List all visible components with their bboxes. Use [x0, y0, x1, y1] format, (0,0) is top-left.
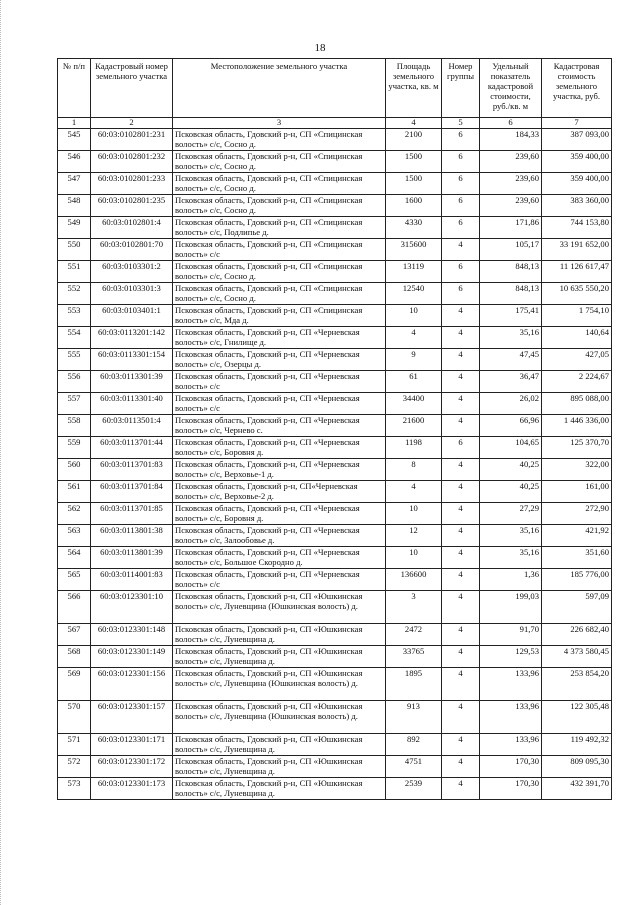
cadastral-number: 60:03:0123301:157	[91, 701, 173, 734]
header-group: Номер группы	[442, 59, 480, 118]
rate-value: 199,03	[480, 591, 542, 624]
rate-value: 171,86	[480, 217, 542, 239]
header-cadastral: Кадастровый номер земельного участка	[91, 59, 173, 118]
cadastral-number: 60:03:0113301:154	[91, 349, 173, 371]
rate-value: 239,60	[480, 151, 542, 173]
location-text: Псковская область, Гдовский р-н, СП «Черневская волость» с/с, Чернево с.	[173, 415, 386, 437]
column-index: 2	[91, 118, 173, 129]
location-text: Псковская область, Гдовский р-н, СП «Юшкинская волость» с/с, Луневщина д.	[173, 778, 386, 800]
location-text: Псковская область, Гдовский р-н, СП «Спицинская волость» с/с, Сосно д.	[173, 151, 386, 173]
area-value: 1500	[386, 151, 442, 173]
rate-value: 105,17	[480, 239, 542, 261]
cadastral-number: 60:03:0113301:39	[91, 371, 173, 393]
row-number: 564	[58, 547, 91, 569]
location-text: Псковская область, Гдовский р-н, СП «Спицинская волость» с/с, Сосно д.	[173, 173, 386, 195]
cost-value: 322,00	[542, 459, 612, 481]
group-number: 4	[442, 481, 480, 503]
table-row	[58, 305, 612, 327]
column-index: 3	[173, 118, 386, 129]
table-row	[58, 591, 612, 624]
location-text: Псковская область, Гдовский р-н, СП «Черневская волость» с/с, Боровня д.	[173, 503, 386, 525]
table-row	[58, 734, 612, 756]
group-number: 4	[442, 459, 480, 481]
row-number: 567	[58, 624, 91, 646]
cost-value: 272,90	[542, 503, 612, 525]
cadastral-number: 60:03:0113701:85	[91, 503, 173, 525]
table-row	[58, 195, 612, 217]
header-num: № п/п	[58, 59, 91, 118]
cadastral-number: 60:03:0113701:84	[91, 481, 173, 503]
group-number: 6	[442, 129, 480, 151]
group-number: 4	[442, 701, 480, 734]
cadastral-number: 60:03:0113801:38	[91, 525, 173, 547]
cadastral-number: 60:03:0113701:44	[91, 437, 173, 459]
location-text: Псковская область, Гдовский р-н, СП«Черневская волость» с/с, Верховье-2 д.	[173, 481, 386, 503]
location-text: Псковская область, Гдовский р-н, СП «Черневская волость» с/с, Озерцы д.	[173, 349, 386, 371]
group-number: 4	[442, 393, 480, 415]
location-text: Псковская область, Гдовский р-н, СП «Спицинская волость» с/с, Сосно д.	[173, 129, 386, 151]
table-row	[58, 481, 612, 503]
table-row	[58, 371, 612, 393]
table-row	[58, 525, 612, 547]
cost-value: 351,60	[542, 547, 612, 569]
group-number: 4	[442, 646, 480, 668]
area-value: 33765	[386, 646, 442, 668]
header-cost: Кадастровая стоимость земельного участка, руб.	[542, 59, 612, 118]
cost-value: 597,09	[542, 591, 612, 624]
cost-value: 359 400,00	[542, 151, 612, 173]
location-text: Псковская область, Гдовский р-н, СП «Спицинская волость» с/с, Мда д.	[173, 305, 386, 327]
rate-value: 104,65	[480, 437, 542, 459]
rate-value: 133,96	[480, 701, 542, 734]
table-row	[58, 283, 612, 305]
cost-value: 421,92	[542, 525, 612, 547]
cadastral-number: 60:03:0102801:4	[91, 217, 173, 239]
group-number: 6	[442, 151, 480, 173]
location-text: Псковская область, Гдовский р-н, СП «Черневская волость» с/с, Боровня д.	[173, 437, 386, 459]
row-number: 549	[58, 217, 91, 239]
group-number: 4	[442, 371, 480, 393]
group-number: 6	[442, 195, 480, 217]
table-row	[58, 129, 612, 151]
cost-value: 387 093,00	[542, 129, 612, 151]
cadastral-number: 60:03:0113201:142	[91, 327, 173, 349]
cadastral-number: 60:03:0102801:233	[91, 173, 173, 195]
cadastral-table	[57, 58, 612, 800]
cadastral-number: 60:03:0123301:10	[91, 591, 173, 624]
location-text: Псковская область, Гдовский р-н, СП «Юшкинская волость» с/с, Луневщина (Юшкинская волость) д.	[173, 591, 386, 624]
cost-value: 226 682,40	[542, 624, 612, 646]
cost-value: 1 754,10	[542, 305, 612, 327]
area-value: 2100	[386, 129, 442, 151]
group-number: 4	[442, 503, 480, 525]
group-number: 4	[442, 305, 480, 327]
cost-value: 11 126 617,47	[542, 261, 612, 283]
cost-value: 809 095,30	[542, 756, 612, 778]
rate-value: 40,25	[480, 481, 542, 503]
group-number: 6	[442, 173, 480, 195]
cost-value: 4 373 580,45	[542, 646, 612, 668]
table-row	[58, 437, 612, 459]
cost-value: 2 224,67	[542, 371, 612, 393]
rate-value: 848,13	[480, 283, 542, 305]
row-number: 571	[58, 734, 91, 756]
cost-value: 161,00	[542, 481, 612, 503]
rate-value: 35,16	[480, 327, 542, 349]
cadastral-number: 60:03:0113301:40	[91, 393, 173, 415]
rate-value: 239,60	[480, 173, 542, 195]
page-number: 18	[314, 42, 326, 54]
row-number: 548	[58, 195, 91, 217]
cost-value: 185 776,00	[542, 569, 612, 591]
table-row	[58, 569, 612, 591]
row-number: 557	[58, 393, 91, 415]
group-number: 6	[442, 283, 480, 305]
cadastral-number: 60:03:0123301:171	[91, 734, 173, 756]
column-index: 4	[386, 118, 442, 129]
row-number: 570	[58, 701, 91, 734]
area-value: 10	[386, 547, 442, 569]
row-number: 558	[58, 415, 91, 437]
area-value: 1500	[386, 173, 442, 195]
rate-value: 239,60	[480, 195, 542, 217]
column-index: 1	[58, 118, 91, 129]
area-value: 136600	[386, 569, 442, 591]
rate-value: 36,47	[480, 371, 542, 393]
cadastral-number: 60:03:0102801:235	[91, 195, 173, 217]
group-number: 4	[442, 327, 480, 349]
location-text: Псковская область, Гдовский р-н, СП «Черневская волость» с/с, Большое Скородно д.	[173, 547, 386, 569]
rate-value: 26,02	[480, 393, 542, 415]
cadastral-number: 60:03:0113501:4	[91, 415, 173, 437]
cost-value: 432 391,70	[542, 778, 612, 800]
rate-value: 170,30	[480, 756, 542, 778]
group-number: 6	[442, 217, 480, 239]
cost-value: 140,64	[542, 327, 612, 349]
table-row	[58, 261, 612, 283]
header-area: Площадь земельного участка, кв. м	[386, 59, 442, 118]
table-row	[58, 151, 612, 173]
area-value: 10	[386, 305, 442, 327]
cadastral-number: 60:03:0123301:148	[91, 624, 173, 646]
area-value: 34400	[386, 393, 442, 415]
rate-value: 1,36	[480, 569, 542, 591]
table-row	[58, 646, 612, 668]
row-number: 565	[58, 569, 91, 591]
table-row	[58, 393, 612, 415]
rate-value: 66,96	[480, 415, 542, 437]
table-row	[58, 624, 612, 646]
location-text: Псковская область, Гдовский р-н, СП «Юшкинская волость» с/с, Луневщина (Юшкинская волость) д.	[173, 668, 386, 701]
cadastral-number: 60:03:0123301:173	[91, 778, 173, 800]
location-text: Псковская область, Гдовский р-н, СП «Черневская волость» с/с, Гнилище д.	[173, 327, 386, 349]
group-number: 4	[442, 778, 480, 800]
location-text: Псковская область, Гдовский р-н, СП «Черневская волость» с/с	[173, 569, 386, 591]
location-text: Псковская область, Гдовский р-н, СП «Спицинская волость» с/с	[173, 239, 386, 261]
cost-value: 33 191 652,00	[542, 239, 612, 261]
group-number: 4	[442, 668, 480, 701]
location-text: Псковская область, Гдовский р-н, СП «Черневская волость» с/с	[173, 393, 386, 415]
area-value: 13119	[386, 261, 442, 283]
table-row	[58, 547, 612, 569]
group-number: 4	[442, 734, 480, 756]
table-row	[58, 173, 612, 195]
row-number: 554	[58, 327, 91, 349]
cost-value: 359 400,00	[542, 173, 612, 195]
cadastral-number: 60:03:0123301:172	[91, 756, 173, 778]
area-value: 4	[386, 327, 442, 349]
table-row	[58, 756, 612, 778]
row-number: 551	[58, 261, 91, 283]
row-number: 556	[58, 371, 91, 393]
row-number: 547	[58, 173, 91, 195]
area-value: 8	[386, 459, 442, 481]
group-number: 4	[442, 569, 480, 591]
column-index: 5	[442, 118, 480, 129]
group-number: 4	[442, 349, 480, 371]
rate-value: 40,25	[480, 459, 542, 481]
area-value: 1895	[386, 668, 442, 701]
area-value: 12	[386, 525, 442, 547]
cost-value: 125 370,70	[542, 437, 612, 459]
cost-value: 895 088,00	[542, 393, 612, 415]
area-value: 315600	[386, 239, 442, 261]
group-number: 6	[442, 437, 480, 459]
cadastral-number: 60:03:0103401:1	[91, 305, 173, 327]
cost-value: 383 360,00	[542, 195, 612, 217]
cadastral-number: 60:03:0113701:83	[91, 459, 173, 481]
area-value: 1600	[386, 195, 442, 217]
cadastral-number: 60:03:0103301:3	[91, 283, 173, 305]
group-number: 6	[442, 261, 480, 283]
table-row	[58, 327, 612, 349]
cadastral-number: 60:03:0102801:232	[91, 151, 173, 173]
row-number: 569	[58, 668, 91, 701]
location-text: Псковская область, Гдовский р-н, СП «Юшкинская волость» с/с, Луневщина д.	[173, 734, 386, 756]
table-row	[58, 503, 612, 525]
location-text: Псковская область, Гдовский р-н, СП «Спицинская волость» с/с, Сосно д.	[173, 283, 386, 305]
rate-value: 35,16	[480, 547, 542, 569]
group-number: 4	[442, 756, 480, 778]
cost-value: 1 446 336,00	[542, 415, 612, 437]
row-number: 552	[58, 283, 91, 305]
cadastral-number: 60:03:0102801:70	[91, 239, 173, 261]
area-value: 2539	[386, 778, 442, 800]
cadastral-number: 60:03:0123301:156	[91, 668, 173, 701]
cadastral-number: 60:03:0114001:83	[91, 569, 173, 591]
column-index-row	[58, 118, 612, 129]
row-number: 573	[58, 778, 91, 800]
row-number: 572	[58, 756, 91, 778]
rate-value: 91,70	[480, 624, 542, 646]
row-number: 568	[58, 646, 91, 668]
table-row	[58, 239, 612, 261]
header-rate: Удельный показатель кадастровой стоимости, руб./кв. м	[480, 59, 542, 118]
table-row	[58, 349, 612, 371]
row-number: 555	[58, 349, 91, 371]
row-number: 563	[58, 525, 91, 547]
row-number: 561	[58, 481, 91, 503]
rate-value: 170,30	[480, 778, 542, 800]
rate-value: 27,29	[480, 503, 542, 525]
location-text: Псковская область, Гдовский р-н, СП «Спицинская волость» с/с, Сосно д.	[173, 261, 386, 283]
rate-value: 35,16	[480, 525, 542, 547]
table-row	[58, 778, 612, 800]
group-number: 4	[442, 239, 480, 261]
cadastral-number: 60:03:0102801:231	[91, 129, 173, 151]
area-value: 913	[386, 701, 442, 734]
table-row	[58, 668, 612, 701]
rate-value: 47,45	[480, 349, 542, 371]
table-row	[58, 459, 612, 481]
column-index: 6	[480, 118, 542, 129]
cost-value: 427,05	[542, 349, 612, 371]
group-number: 4	[442, 624, 480, 646]
table-body	[58, 129, 612, 800]
cost-value: 253 854,20	[542, 668, 612, 701]
group-number: 4	[442, 591, 480, 624]
location-text: Псковская область, Гдовский р-н, СП «Черневская волость» с/с, Верховье-1 д.	[173, 459, 386, 481]
row-number: 560	[58, 459, 91, 481]
area-value: 12540	[386, 283, 442, 305]
group-number: 4	[442, 547, 480, 569]
location-text: Псковская область, Гдовский р-н, СП «Юшкинская волость» с/с, Луневщина д.	[173, 624, 386, 646]
table-row	[58, 217, 612, 239]
location-text: Псковская область, Гдовский р-н, СП «Юшкинская волость» с/с, Луневщина д.	[173, 646, 386, 668]
area-value: 4	[386, 481, 442, 503]
rate-value: 129,53	[480, 646, 542, 668]
cost-value: 744 153,80	[542, 217, 612, 239]
area-value: 2472	[386, 624, 442, 646]
rate-value: 133,96	[480, 734, 542, 756]
rate-value: 175,41	[480, 305, 542, 327]
cadastral-number: 60:03:0113801:39	[91, 547, 173, 569]
table-row	[58, 415, 612, 437]
rate-value: 848,13	[480, 261, 542, 283]
table-row	[58, 701, 612, 734]
group-number: 4	[442, 415, 480, 437]
area-value: 4751	[386, 756, 442, 778]
rate-value: 133,96	[480, 668, 542, 701]
location-text: Псковская область, Гдовский р-н, СП «Черневская волость» с/с, Залообовье д.	[173, 525, 386, 547]
row-number: 546	[58, 151, 91, 173]
cadastral-number: 60:03:0123301:149	[91, 646, 173, 668]
group-number: 4	[442, 525, 480, 547]
location-text: Псковская область, Гдовский р-н, СП «Юшкинская волость» с/с, Луневщина (Юшкинская волость) д.	[173, 701, 386, 734]
area-value: 3	[386, 591, 442, 624]
cost-value: 119 492,32	[542, 734, 612, 756]
cadastral-number: 60:03:0103301:2	[91, 261, 173, 283]
row-number: 562	[58, 503, 91, 525]
area-value: 21600	[386, 415, 442, 437]
row-number: 550	[58, 239, 91, 261]
rate-value: 184,33	[480, 129, 542, 151]
column-index: 7	[542, 118, 612, 129]
area-value: 9	[386, 349, 442, 371]
row-number: 545	[58, 129, 91, 151]
area-value: 1198	[386, 437, 442, 459]
row-number: 559	[58, 437, 91, 459]
area-value: 10	[386, 503, 442, 525]
location-text: Псковская область, Гдовский р-н, СП «Черневская волость» с/с	[173, 371, 386, 393]
row-number: 553	[58, 305, 91, 327]
table-header-row	[58, 59, 612, 118]
location-text: Псковская область, Гдовский р-н, СП «Спицинская волость» с/с, Подлипье д.	[173, 217, 386, 239]
area-value: 892	[386, 734, 442, 756]
location-text: Псковская область, Гдовский р-н, СП «Спицинская волость» с/с, Сосно д.	[173, 195, 386, 217]
scan-edge	[0, 0, 5, 905]
cost-value: 122 305,48	[542, 701, 612, 734]
location-text: Псковская область, Гдовский р-н, СП «Юшкинская волость» с/с, Луневщина д.	[173, 756, 386, 778]
header-location: Местоположение земельного участка	[173, 59, 386, 118]
cost-value: 10 635 550,20	[542, 283, 612, 305]
area-value: 61	[386, 371, 442, 393]
row-number: 566	[58, 591, 91, 624]
area-value: 4330	[386, 217, 442, 239]
